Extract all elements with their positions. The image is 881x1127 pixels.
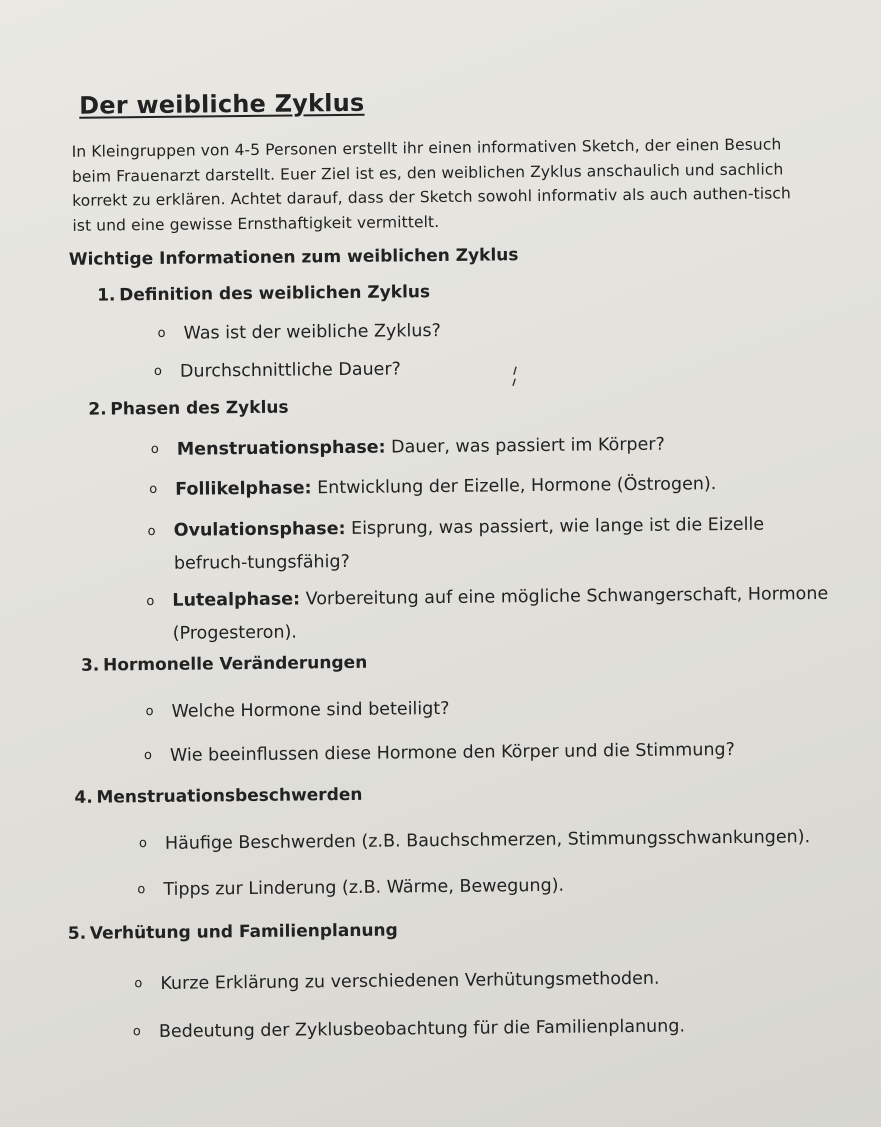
- item-text: Durchschnittliche Dauer?: [179, 359, 401, 382]
- info-heading: Wichtige Informationen zum weiblichen Zyklus: [68, 245, 519, 270]
- section-number: 3.: [80, 655, 100, 676]
- item-text: Eisprung, was passiert, wie lange ist die Eizelle befruch-tungsfähig?: [173, 514, 765, 574]
- bullet-icon: o: [150, 441, 159, 458]
- section-number: 1.: [97, 285, 116, 306]
- item-term: Menstruationsphase:: [176, 437, 386, 460]
- bullet-icon: o: [137, 882, 146, 898]
- section-title: [68, 920, 398, 943]
- list-item: [132, 1010, 819, 1047]
- bullet-icon: o: [145, 704, 154, 720]
- section-definition: [97, 282, 430, 305]
- bullet-icon: o: [157, 325, 166, 341]
- item-term: Lutealphase:: [172, 589, 301, 611]
- list-item: [150, 428, 837, 465]
- bullet-icon: o: [134, 976, 143, 992]
- section-title: [74, 785, 362, 808]
- list-item: [145, 690, 831, 727]
- list-item: [137, 868, 823, 905]
- item-text: Vorbereitung auf eine mögliche Schwangerschaft, Hormone (Progesteron).: [172, 583, 829, 644]
- section-title-text: Hormonelle Veränderungen: [102, 652, 368, 676]
- list-item: [143, 734, 830, 771]
- section-title-text: Phasen des Zyklus: [110, 397, 289, 420]
- list-item: [138, 822, 845, 859]
- section-title: [81, 653, 367, 676]
- section-title: [88, 398, 288, 420]
- item-text: Wie beeinflussen diese Hormone den Körper und die Stimmung?: [169, 739, 735, 766]
- item-text: Entwicklung der Eizelle, Hormone (Östrogen).: [311, 474, 717, 499]
- section-title-text: Definition des weiblichen Zyklus: [119, 282, 431, 306]
- item-text: Kurze Erklärung zu verschiedenen Verhütungsmethoden.: [160, 968, 660, 994]
- pen-mark-icon: [510, 365, 520, 387]
- item-term: Ovulationsphase:: [173, 518, 346, 541]
- bullet-icon: o: [153, 363, 163, 379]
- list-item: [149, 468, 835, 505]
- section-title-text: Verhütung und Familienplanung: [89, 920, 398, 944]
- bullet-icon: o: [143, 748, 153, 764]
- item-text: Welche Hormone sind beteiligt?: [171, 698, 450, 722]
- list-item: [157, 312, 843, 349]
- section-number: 2.: [88, 399, 107, 420]
- section-number: 5.: [67, 923, 87, 944]
- bullet-icon: o: [138, 836, 147, 852]
- section-number: 4.: [74, 787, 93, 808]
- list-item: [146, 578, 833, 651]
- section-complaints: [74, 785, 362, 808]
- section-title-text: Menstruationsbeschwerden: [96, 784, 363, 808]
- section-contraception: [68, 920, 398, 943]
- item-text: Bedeutung der Zyklusbeobachtung für die Familienplanung.: [158, 1016, 686, 1042]
- item-text: Tipps zur Linderung (z.B. Wärme, Bewegung).: [163, 875, 565, 900]
- section-phases: [88, 398, 288, 420]
- bullet-icon: o: [149, 481, 158, 498]
- list-item: [134, 962, 820, 999]
- page-title: Der weibliche Zyklus: [79, 88, 365, 120]
- item-text: Häufige Beschwerden (z.B. Bauchschmerzen, Stimmungsschwankungen).: [164, 827, 811, 854]
- section-hormones: [81, 653, 367, 676]
- intro-paragraph: In Kleingruppen von 4-5 Personen erstellt ihr einen informativen Sketch, der einen Besuch beim Frauenarzt darstellt. Euer Ziel ist es, den weiblichen Zyklus anschaulich und sachlich korrekt zu erklären. Achtet darauf, dass der Sketch sowohl informativ als auch authen-tisch ist und eine gewisse Ernsthaftigkeit vermittelt.: [71, 135, 792, 235]
- bullet-icon: o: [146, 593, 155, 610]
- bullet-icon: o: [132, 1024, 141, 1040]
- bullet-icon: o: [147, 523, 156, 540]
- list-item: [147, 508, 824, 581]
- section-title: [97, 282, 430, 305]
- item-text: Dauer, was passiert im Körper?: [385, 434, 665, 458]
- item-term: Follikelphase:: [175, 478, 312, 500]
- item-text: Was ist der weibliche Zyklus?: [183, 320, 441, 344]
